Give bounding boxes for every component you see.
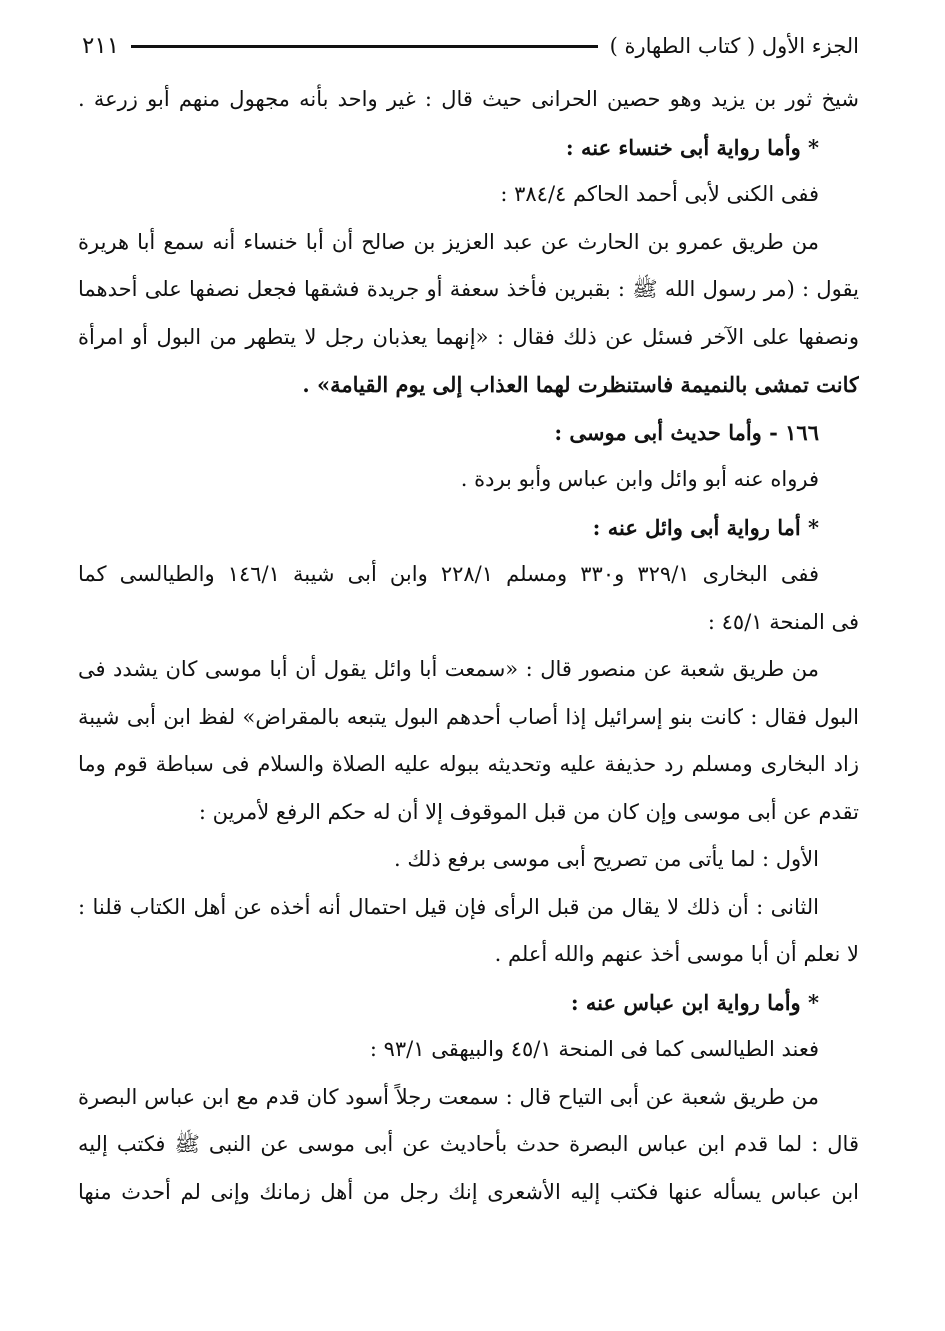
text-line: ونصفها على الآخر فسئل عن ذلك فقال : «إنهما يعذبان رجل لا يتطهر من البول أو امرأة xyxy=(78,324,859,349)
text-line: الثانى : أن ذلك لا يقال من قبل الرأى فإن قيل احتمال أنه أخذه عن أهل الكتاب قلنا : xyxy=(78,894,819,919)
text-line: تقدم عن أبى موسى وإن كان من قبل الموقوف إلا أن له حكم الرفع لأمرين : xyxy=(198,799,859,824)
text-line: يقول : (مر رسول الله ﷺ : بقبرين فأخذ سعفة أو جريدة فشقها فجعل نصفها على أحدهما xyxy=(78,277,859,301)
section-heading: * أما رواية أبى وائل عنه : xyxy=(592,514,819,540)
text-line: زاد البخارى ومسلم رد حذيفة عليه وتحديثه ببوله عليه الصلاة والسلام فى سباطة قوم وما xyxy=(78,752,859,776)
text-line: من طريق شعبة عن منصور قال : «سمعت أبا وائل يقول أن أبا موسى كان يشدد فى xyxy=(78,657,819,681)
text-line: ابن عباس يسأله عنها فكتب إليه الأشعرى إنك رجل من أهل زمانك وإنى لم أحدث منها xyxy=(78,1179,859,1204)
text-line: البول فقال : كانت بنو إسرائيل إذا أصاب أحدهم البول يتبعه بالمقراض» لفظ ابن أبى شيبة xyxy=(78,704,859,729)
text-line: ففى البخارى ٣٢٩/١ و٣٣٠ ومسلم ٢٢٨/١ وابن أبى شيبة ١٤٦/١ والطيالسى كما xyxy=(78,562,820,586)
text-line: الأول : لما يأتى من تصريح أبى موسى برفع ذلك . xyxy=(394,847,819,871)
page-number: ٢١١ xyxy=(82,33,120,59)
text-line: فرواه عنه أبو وائل وابن عباس وأبو بردة . xyxy=(460,467,819,491)
header-rule xyxy=(131,45,598,48)
text-line: فعند الطيالسى كما فى المنحة ٤٥/١ والبيهقى ٩٣/١ : xyxy=(369,1037,819,1061)
text-line: من طريق شعبة عن أبى التياح قال : سمعت رجلاً أسود كان قدم مع ابن عباس البصرة xyxy=(78,1084,819,1109)
running-title: الجزء الأول ( كتاب الطهارة ) xyxy=(609,34,859,58)
text-line: لا نعلم أن أبا موسى أخذ عنهم والله أعلم . xyxy=(494,942,859,966)
text-line: ففى الكنى لأبى أحمد الحاكم ٣٨٤/٤ : xyxy=(500,182,819,206)
text-line: قال : لما قدم ابن عباس البصرة حدث بأحاديث عن أبى موسى عن النبى ﷺ فكتب إليه xyxy=(78,1132,859,1156)
section-heading: ١٦٦ - وأما حديث أبى موسى : xyxy=(554,419,819,445)
text-line: شيخ ثور بن يزيد وهو حصين الحرانى حيث قال : غير واحد بأنه مجهول منهم أبو زرعة . xyxy=(78,87,859,111)
text-line: من طريق عمرو بن الحارث عن عبد العزيز بن صالح أن أبا خنساء أنه سمع أبا هريرة xyxy=(78,229,819,254)
page-header xyxy=(82,26,859,66)
page-body xyxy=(78,76,859,1216)
section-heading: * وأما رواية ابن عباس عنه : xyxy=(570,989,819,1015)
text-line: فى المنحة ٤٥/١ : xyxy=(707,609,859,634)
section-heading: * وأما رواية أبى خنساء عنه : xyxy=(565,134,819,160)
hadith-text-line: كانت تمشى بالنميمة فاستنظرت لهما العذاب إلى يوم القيامة» . xyxy=(302,372,859,397)
